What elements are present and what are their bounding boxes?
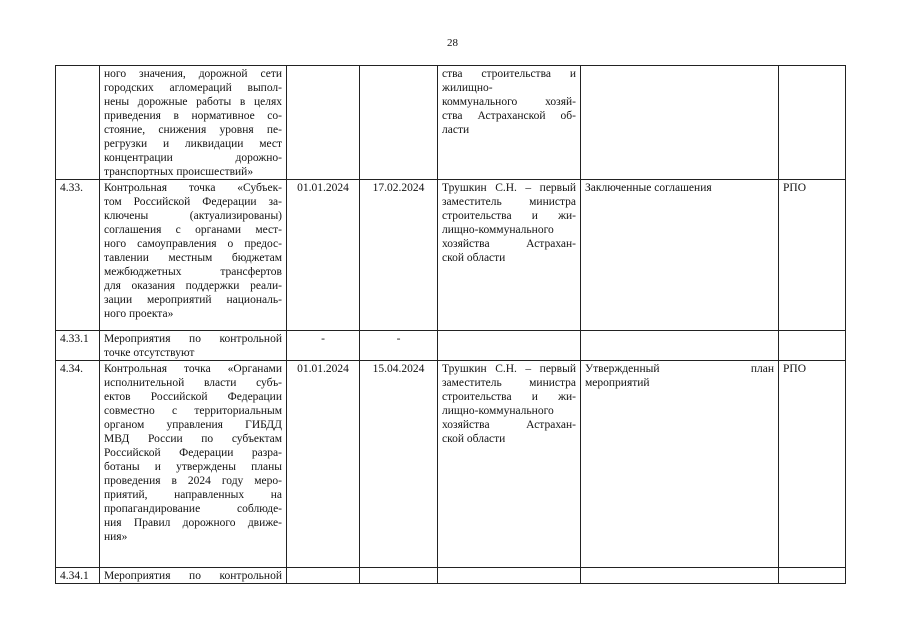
name-line: ключены (актуализированы): [104, 210, 282, 222]
name-line: ния»: [104, 531, 128, 543]
name-line: совместно с территориальным: [104, 405, 282, 417]
result: [581, 568, 779, 584]
resp-line: ской области: [442, 252, 506, 264]
responsible: [438, 361, 581, 568]
table-row: [56, 66, 846, 180]
resp-line: ства строительства и: [442, 68, 576, 80]
name-line: исполнительной власти субъ-: [104, 377, 282, 389]
result: [581, 66, 779, 180]
resp-line: строительства и жи-: [442, 210, 576, 222]
resp-line: лищно-коммунального: [442, 405, 554, 417]
row-number: 4.33.: [56, 180, 100, 331]
name-line: органом управления ГИБДД: [104, 419, 282, 431]
start-date: [287, 568, 360, 584]
start-date: 01.01.2024: [287, 361, 360, 568]
name-line: ектов Российской Федерации: [104, 391, 282, 403]
end-date: 15.04.2024: [360, 361, 438, 568]
name-line: ния Правил дорожного движе-: [104, 517, 282, 529]
start-date: [287, 66, 360, 180]
row-number: [56, 66, 100, 180]
name-line: пропагандирование соблюде-: [104, 503, 282, 515]
name-line: концентрации дорожно-: [104, 152, 282, 164]
table-row: [56, 568, 846, 584]
name-line: ботаны и утверждены планы: [104, 461, 282, 473]
name-line: ного самоуправления о предос-: [104, 238, 282, 250]
page-number: 28: [447, 37, 458, 49]
resp-line: лищно-коммунального: [442, 224, 554, 236]
table-row: [56, 331, 846, 361]
row-name: [100, 66, 287, 180]
type-code: [779, 568, 846, 584]
responsible: [438, 66, 581, 180]
type-code: [779, 66, 846, 180]
name-line: проведения в 2024 году меро-: [104, 475, 282, 487]
name-line: для оказания поддержки реали-: [104, 280, 282, 292]
resp-line: строительства и жи-: [442, 391, 576, 403]
resp-line: заместитель министра: [442, 377, 576, 389]
name-line: тавлении местным бюджетам: [104, 252, 282, 264]
resp-line: жилищно-: [442, 82, 493, 94]
responsible: [438, 180, 581, 331]
row-name: [100, 361, 287, 568]
name-line: приведения в нормативное со-: [104, 110, 282, 122]
row-name: [100, 331, 287, 361]
name-line: межбюджетных трансфертов: [104, 266, 282, 278]
end-date: [360, 66, 438, 180]
resp-line: хозяйства Астрахан-: [442, 238, 576, 250]
type-code: [779, 331, 846, 361]
resp-line: ства Астраханской об-: [442, 110, 576, 122]
name-line: регрузки и ликвидации мест: [104, 138, 282, 150]
resp-line: Трушкин С.Н. – первый: [442, 363, 576, 375]
name-line: городских агломераций выпол-: [104, 82, 282, 94]
end-date: 17.02.2024: [360, 180, 438, 331]
name-line: стояние, снижения уровня пе-: [104, 124, 282, 136]
result: [581, 331, 779, 361]
name-line: ного значения, дорожной сети: [104, 68, 282, 80]
responsible: [438, 568, 581, 584]
table-row: [56, 361, 846, 568]
resp-line: ской области: [442, 433, 506, 445]
name-line: Контрольная точка «Органами: [104, 363, 282, 375]
type-code: РПО: [779, 180, 846, 331]
name-line: ного проекта»: [104, 308, 174, 320]
result: [581, 361, 779, 568]
name-line: МВД России по субъектам: [104, 433, 282, 445]
name-line: приятий, направленных на: [104, 489, 282, 501]
resp-line: Трушкин С.Н. – первый: [442, 182, 576, 194]
resp-line: коммунального хозяй-: [442, 96, 576, 108]
result-line: мероприятий: [585, 377, 650, 389]
name-line: нены дорожные работы в целях: [104, 96, 282, 108]
start-date: 01.01.2024: [287, 180, 360, 331]
name-line: зации мероприятий националь-: [104, 294, 282, 306]
name-line: Мероприятия по контрольной: [104, 333, 282, 345]
responsible: [438, 331, 581, 361]
row-number: 4.34.: [56, 361, 100, 568]
name-line: Мероприятия по контрольной: [104, 570, 282, 582]
row-number: 4.34.1: [56, 568, 100, 584]
name-line: Контрольная точка «Субъек-: [104, 182, 282, 194]
measures-table: [55, 65, 846, 584]
name-line: транспортных происшествий»: [104, 166, 254, 178]
name-line: Российской Федерации разра-: [104, 447, 282, 459]
row-name: [100, 568, 287, 584]
name-line: том Российской Федерации за-: [104, 196, 282, 208]
end-date: [360, 568, 438, 584]
result-line: Утвержденный план: [585, 363, 774, 375]
name-line: соглашения с органами мест-: [104, 224, 282, 236]
type-code: РПО: [779, 361, 846, 568]
end-date: -: [360, 331, 438, 361]
name-line: точке отсутствуют: [104, 347, 195, 359]
row-name: [100, 180, 287, 331]
table-row: [56, 180, 846, 331]
result: Заключенные соглашения: [581, 180, 779, 331]
row-number: 4.33.1: [56, 331, 100, 361]
resp-line: хозяйства Астрахан-: [442, 419, 576, 431]
resp-line: ласти: [442, 124, 470, 136]
start-date: -: [287, 331, 360, 361]
resp-line: заместитель министра: [442, 196, 576, 208]
